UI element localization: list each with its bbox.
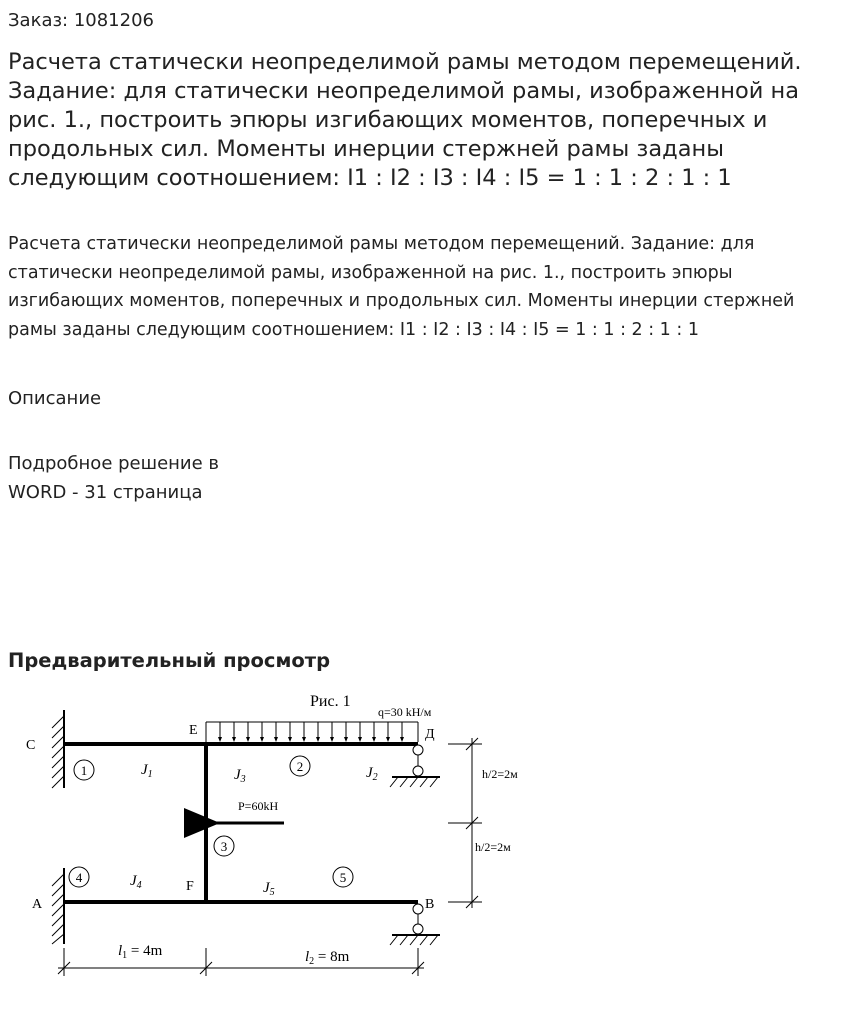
node-d-label: Д <box>425 727 435 742</box>
height-dimension <box>448 738 482 908</box>
svg-text:2: 2 <box>296 759 304 774</box>
description-text <box>8 450 268 507</box>
stiffness-j3: $J_3$ <box>234 767 246 785</box>
svg-text:3: 3 <box>220 839 228 854</box>
height-lower-label: h/2=2м <box>475 840 511 854</box>
task-description: Расчета статически неопределимой рамы методом перемещений. Задание: для статически неопределимой рамы, изображенной на рис. 1., построить эпюры изгибающих моментов, поперечных и продольных сил. Моменты инерции стержней рамы заданы следующим соотношением: I1 : I2 : I3 : I4 : I5 = 1 : 1 : 2 : 1 : 1 <box>8 234 795 341</box>
stiffness-j5: $J_5$ <box>263 880 275 898</box>
svg-text:4: 4 <box>75 870 83 885</box>
fixed-support-a <box>52 868 64 944</box>
fixed-support-c <box>52 710 64 788</box>
bar-number-2 <box>290 756 310 776</box>
length-l1-label: $l_1 = 4m$ <box>118 943 163 961</box>
length-l2-label: $l_2 = 8m$ <box>305 949 350 967</box>
svg-text:5: 5 <box>339 870 347 885</box>
load-p-label: P=60kH <box>238 799 279 813</box>
stiffness-j4: $J_4$ <box>130 873 142 891</box>
preview-heading: Предварительный просмотр <box>8 649 331 672</box>
frame-diagram <box>0 682 540 982</box>
svg-text:1: 1 <box>80 763 88 778</box>
node-e-label: E <box>189 723 198 738</box>
order-number: Заказ: 1081206 <box>8 10 154 31</box>
node-a-label: A <box>32 897 43 912</box>
node-b-label: B <box>425 897 435 912</box>
stiffness-j1: $J_1$ <box>141 762 153 780</box>
description-line-1: Подробное решение в <box>8 453 220 474</box>
stiffness-j2: $J_2$ <box>366 765 378 783</box>
description-line-2: WORD - 31 страница <box>8 481 203 503</box>
figure-caption: Рис. 1 <box>310 693 351 710</box>
node-k-label: K <box>186 820 197 835</box>
bar-number-3 <box>214 836 234 856</box>
bar-number-5 <box>333 867 353 887</box>
load-q-label: q=30 kH/м <box>378 705 432 719</box>
roller-support-d <box>390 745 440 787</box>
description-heading: Описание <box>8 388 102 409</box>
distributed-load <box>206 722 418 742</box>
node-c-label: C <box>26 738 36 753</box>
bar-number-1 <box>74 760 94 780</box>
page-title: Расчета статически неопределимой рамы методом перемещений. Задание: для статически неопределимой рамы, изображенной на рис. 1., построить эпюры изгибающих моментов, поперечных и продольных сил. Моменты инерции стержней рамы заданы следующим соотношением: I1 : I2 : I3 : I4 : I5 = 1 : 1 : 2 : 1 : 1 <box>8 49 802 191</box>
height-upper-label: h/2=2м <box>482 767 518 781</box>
length-dimension <box>58 948 424 976</box>
node-f-label: F <box>186 879 194 894</box>
bar-number-4 <box>69 867 89 887</box>
